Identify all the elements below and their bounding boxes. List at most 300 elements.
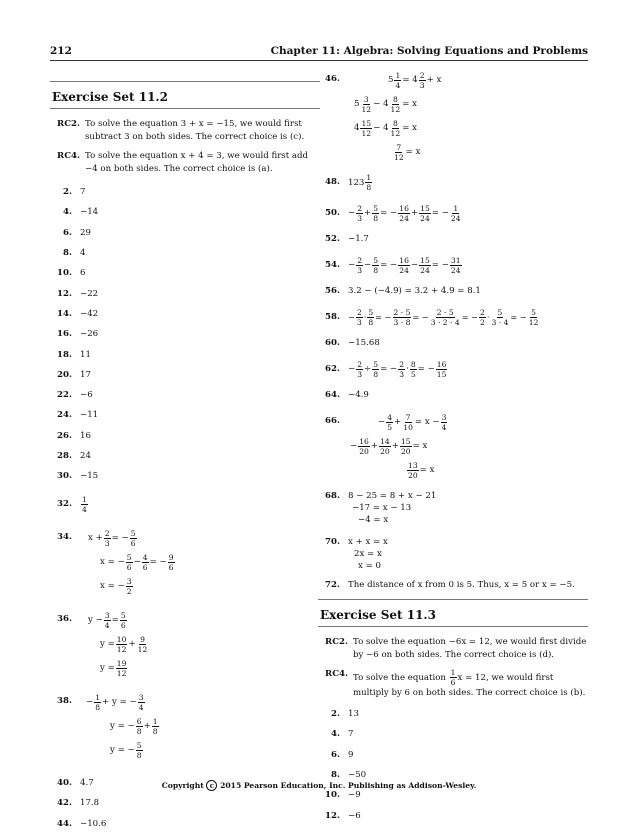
- numerator: 2: [357, 203, 363, 213]
- numerator: 5: [373, 359, 379, 369]
- equation-line: [348, 140, 588, 164]
- operator: = −: [417, 364, 435, 374]
- answer-value: 16: [80, 430, 91, 441]
- denominator: 12: [528, 317, 539, 327]
- answer-value: 9: [348, 749, 354, 760]
- denominator: 8: [373, 369, 379, 379]
- numerator: 7: [405, 412, 411, 422]
- fraction: [450, 204, 462, 223]
- denominator: 3: [357, 265, 363, 275]
- numerator: 2: [419, 70, 425, 80]
- numerator: 8: [410, 359, 416, 369]
- answer-number: 4.: [331, 729, 340, 740]
- rc2-text: To solve the equation −6x = 12, we would first divide by −6 on both sides. The correct choice is (d).: [353, 637, 587, 660]
- term: = x: [419, 465, 435, 475]
- answer-number: 64.: [325, 390, 340, 400]
- answer-number: 72.: [325, 580, 340, 590]
- term: = x: [412, 441, 428, 451]
- operator: −: [348, 260, 356, 270]
- answer-number: 66.: [325, 416, 340, 426]
- section-rule: [50, 108, 320, 109]
- answer-value: −15.68: [348, 338, 380, 348]
- term: = x: [402, 99, 417, 109]
- term: 4: [354, 123, 360, 133]
- equation-line: [80, 738, 320, 762]
- answer-64: [318, 384, 588, 406]
- equation-line: [80, 656, 320, 680]
- fraction: [356, 256, 363, 275]
- answer-value: −26: [80, 329, 99, 340]
- numerator: 2 · 5: [393, 307, 411, 317]
- fraction: [367, 308, 374, 327]
- numerator: 2: [104, 528, 110, 538]
- fraction: [152, 717, 159, 736]
- rc4-answer: [50, 150, 320, 176]
- numerator: 31: [450, 255, 461, 265]
- numerator: 2 · 5: [436, 307, 454, 317]
- right-column: [318, 68, 588, 826]
- term: x +: [88, 533, 103, 544]
- fraction: [398, 204, 410, 223]
- numerator: 3: [138, 692, 144, 702]
- denominator: 6: [130, 538, 136, 548]
- answer-number: 14.: [57, 308, 72, 319]
- fraction: [360, 95, 372, 114]
- numerator: 3: [441, 412, 447, 422]
- rc4-text-part: To solve the equation: [353, 673, 446, 683]
- answer-item: [50, 283, 320, 303]
- header-rule: [50, 60, 588, 61]
- numerator: 4: [387, 412, 393, 422]
- denominator: 20: [408, 470, 418, 480]
- answer-value: −22: [80, 288, 99, 299]
- answer-item: [50, 446, 320, 466]
- fraction: [116, 659, 128, 678]
- denominator: 6: [168, 562, 174, 572]
- denominator: 20: [400, 446, 411, 456]
- numerator: 15: [420, 255, 430, 265]
- answer-number: 42.: [57, 798, 72, 809]
- answer-value: 24: [80, 451, 91, 461]
- answer-54: [318, 250, 588, 280]
- answer-list: [318, 704, 588, 826]
- fraction: [394, 71, 401, 90]
- fraction: [398, 360, 405, 379]
- section-rule: [318, 626, 588, 627]
- numerator: 5: [130, 528, 136, 538]
- equation-line: 8 − 25 = 8 + x − 21: [348, 491, 437, 501]
- fraction: [400, 437, 412, 456]
- denominator: 8: [366, 182, 372, 192]
- answer-56: [318, 280, 588, 302]
- denominator: 24: [450, 213, 461, 223]
- numerator: 1: [450, 668, 456, 677]
- denominator: 8: [152, 726, 158, 736]
- term: +: [394, 417, 402, 427]
- operator: = −: [461, 312, 479, 322]
- fraction: [407, 461, 419, 480]
- answer-number: 8.: [331, 770, 340, 781]
- equation-line: x = 0: [358, 561, 381, 571]
- term: +: [128, 639, 136, 650]
- operator: = −: [380, 260, 398, 270]
- operator: = −: [510, 312, 527, 322]
- answer-number: 20.: [57, 369, 72, 380]
- equation-line: 2x = x: [354, 549, 382, 559]
- denominator: 4: [441, 422, 447, 432]
- term: − 4: [373, 123, 389, 133]
- answer-item: [50, 405, 320, 425]
- fraction: [130, 529, 137, 548]
- operator: −: [410, 260, 419, 270]
- answer-number: 58.: [325, 312, 340, 322]
- rc2-text: To solve the equation 3 + x = −15, we would first subtract 3 on both sides. The correct choice is (c).: [85, 119, 305, 142]
- fraction: [142, 553, 149, 572]
- equation-line: [348, 253, 588, 277]
- equation-line: [80, 714, 320, 738]
- denominator: 3: [356, 317, 362, 327]
- term: y =: [100, 639, 115, 650]
- fraction: [126, 553, 133, 572]
- fraction: [137, 635, 149, 654]
- numerator: 1: [95, 692, 101, 702]
- denominator: 2: [480, 317, 485, 327]
- operator: −: [348, 312, 355, 322]
- numerator: 9: [168, 552, 174, 562]
- operator: ·: [486, 312, 490, 322]
- numerator: 5: [120, 610, 126, 620]
- fraction: [116, 635, 128, 654]
- numerator: 15: [420, 203, 430, 213]
- term: 5: [354, 99, 360, 109]
- rc2-number: RC2.: [57, 119, 80, 129]
- answer-value: 4: [80, 248, 86, 259]
- term: = −: [111, 533, 129, 544]
- numerator: 3: [126, 576, 132, 586]
- numerator: 7: [396, 142, 402, 152]
- numerator: 15: [400, 436, 411, 446]
- term: +: [143, 721, 151, 732]
- equation-line: [348, 92, 588, 116]
- numerator: 4: [142, 552, 148, 562]
- rc2-number: RC2.: [325, 637, 348, 647]
- answer-number: 40.: [57, 777, 72, 788]
- fraction: [410, 360, 417, 379]
- answer-48: [318, 166, 588, 198]
- fraction: [126, 577, 133, 596]
- answer-number: 2.: [63, 187, 72, 198]
- fraction: [419, 204, 431, 223]
- answer-item: [50, 793, 320, 814]
- operator: −: [348, 364, 356, 374]
- answer-value: 3.2 − (−4.9) = 3.2 + 4.9 = 8.1: [348, 286, 481, 296]
- answer-number: 18.: [57, 349, 72, 360]
- numerator: 6: [136, 716, 142, 726]
- answer-item: [50, 344, 320, 364]
- answer-number: 24.: [57, 410, 72, 421]
- operator: = −: [380, 208, 398, 218]
- answer-item: [50, 182, 320, 202]
- answer-value: 13: [348, 709, 359, 720]
- denominator: 8: [373, 213, 379, 223]
- numerator: 2: [357, 255, 363, 265]
- denominator: 3: [419, 80, 425, 90]
- numerator: 16: [399, 203, 409, 213]
- answer-value: −15: [80, 471, 99, 482]
- equation-line: [80, 574, 320, 598]
- operator: −: [364, 260, 372, 270]
- denominator: 24: [420, 213, 430, 223]
- term: y =: [100, 663, 115, 674]
- answer-item: [318, 805, 588, 825]
- answer-number: 8.: [63, 248, 72, 259]
- denominator: 3: [357, 213, 363, 223]
- denominator: 4: [104, 620, 110, 630]
- equation-line: [80, 690, 320, 714]
- section-title-11-2: Exercise Set 11.2: [52, 90, 168, 104]
- term: = 4: [402, 75, 418, 85]
- answer-number: 26.: [57, 430, 72, 441]
- numerator: 1: [82, 494, 87, 504]
- answer-number: 44.: [57, 818, 72, 829]
- numerator: 1: [395, 70, 401, 80]
- numerator: 5: [373, 203, 379, 213]
- denominator: 12: [361, 128, 372, 138]
- fraction: [94, 693, 101, 712]
- answer-value: −1.7: [348, 234, 369, 244]
- numerator: 5: [373, 255, 379, 265]
- term: x = −: [100, 581, 125, 592]
- fraction: [390, 95, 402, 114]
- denominator: 24: [399, 213, 409, 223]
- rc2-answer: [318, 636, 588, 662]
- answer-number: 70.: [325, 537, 340, 547]
- answer-number: 34.: [57, 532, 72, 543]
- answer-item: [50, 243, 320, 263]
- denominator: 15: [436, 369, 447, 379]
- rc4-text-part: x = 12, we would first multiply by 6 on both sides. The correct choice is (b).: [353, 673, 586, 698]
- answer-number: 30.: [57, 471, 72, 482]
- fraction: [379, 437, 391, 456]
- answer-66: [318, 410, 588, 482]
- answer-number: 12.: [325, 810, 340, 821]
- answer-item: [50, 263, 320, 283]
- numerator: 3: [363, 94, 369, 104]
- denominator: 20: [359, 446, 369, 456]
- answer-number: 36.: [57, 614, 72, 625]
- answer-60: [318, 332, 588, 354]
- answer-36: [50, 608, 320, 680]
- answer-list: [50, 182, 320, 486]
- term: +: [391, 441, 399, 451]
- denominator: 5: [410, 369, 416, 379]
- fraction: [386, 413, 393, 432]
- denominator: 3 · 2 · 4: [430, 317, 460, 327]
- operator: = −: [431, 260, 449, 270]
- denominator: 10: [403, 422, 413, 432]
- answer-number: 12.: [57, 288, 72, 299]
- answer-number: 46.: [325, 74, 340, 84]
- numerator: 1: [366, 172, 372, 182]
- answer-58: [318, 302, 588, 332]
- answer-number: 16.: [57, 329, 72, 340]
- answer-number: 6.: [331, 749, 340, 760]
- denominator: 3 · 4: [491, 317, 509, 327]
- answer-value: −50: [348, 770, 367, 781]
- answer-value: −6: [348, 810, 361, 821]
- term: − 4: [373, 99, 389, 109]
- fraction: [372, 256, 379, 275]
- term: x = −: [100, 557, 125, 568]
- answer-number: 10.: [325, 790, 340, 801]
- answer-number: 6.: [63, 227, 72, 238]
- denominator: 12: [361, 104, 372, 114]
- answer-value: 29: [80, 227, 91, 238]
- fraction: [136, 717, 143, 736]
- rc4-number: RC4.: [57, 151, 80, 161]
- operator: = −: [375, 312, 392, 322]
- denominator: 5: [387, 422, 393, 432]
- numerator: 5: [368, 307, 374, 317]
- numerator: 5: [531, 307, 536, 317]
- term: 5: [388, 75, 394, 85]
- fraction: [419, 71, 426, 90]
- answer-68: [318, 490, 588, 526]
- denominator: 6: [120, 620, 126, 630]
- fraction: [138, 693, 145, 712]
- answer-item: [318, 704, 588, 724]
- numerator: 3: [104, 610, 110, 620]
- numerator: 5: [497, 307, 503, 317]
- numerator: 5: [126, 552, 132, 562]
- answer-number: 62.: [325, 364, 340, 374]
- denominator: 24: [399, 265, 409, 275]
- answer-item: [50, 426, 320, 446]
- numerator: 5: [136, 740, 142, 750]
- answer-value: 4.7: [80, 777, 94, 788]
- denominator: 6: [126, 562, 132, 572]
- answer-number: 54.: [325, 260, 340, 270]
- numerator: 16: [399, 255, 409, 265]
- fraction: [450, 256, 462, 275]
- fraction: [491, 308, 510, 327]
- rc4-text: To solve the equation x + 4 = 3, we would first add −4 on both sides. The correct choice is (a).: [85, 151, 309, 174]
- rc4-answer: [318, 668, 588, 700]
- fraction: [479, 308, 486, 327]
- answer-item: [50, 365, 320, 385]
- denominator: 4: [138, 702, 144, 712]
- denominator: 3: [399, 369, 405, 379]
- answer-70: [318, 536, 588, 572]
- operator: −: [348, 208, 356, 218]
- answer-50: [318, 198, 588, 228]
- answer-number: 10.: [57, 268, 72, 279]
- equation-line: [348, 116, 588, 140]
- section-title-11-3: Exercise Set 11.3: [320, 608, 436, 622]
- answer-number: 56.: [325, 286, 340, 296]
- fraction: [402, 413, 414, 432]
- answer-32: [50, 486, 320, 522]
- term: −: [133, 557, 141, 568]
- denominator: 12: [116, 644, 127, 654]
- fraction: [393, 143, 405, 162]
- answer-number: 68.: [325, 491, 340, 501]
- answer-number: 60.: [325, 338, 340, 348]
- answer-item: [50, 223, 320, 243]
- answer-number: 38.: [57, 696, 72, 707]
- answer-62: [318, 354, 588, 384]
- fraction: [356, 308, 363, 327]
- equation-line: [348, 201, 588, 225]
- fraction: [168, 553, 175, 572]
- denominator: 3: [357, 369, 363, 379]
- denominator: 4: [82, 504, 87, 514]
- operator: ·: [406, 364, 409, 374]
- operator: +: [364, 208, 372, 218]
- denominator: 8: [368, 317, 374, 327]
- answer-value: −9: [348, 790, 361, 801]
- operator: = −: [412, 312, 429, 322]
- term: y = −: [110, 721, 135, 732]
- numerator: 15: [361, 118, 372, 128]
- answer-value: 7: [80, 187, 86, 198]
- fraction: [104, 529, 111, 548]
- numerator: 13: [408, 460, 418, 470]
- denominator: 8: [136, 726, 142, 736]
- numerator: 2: [357, 359, 363, 369]
- term: + x: [426, 75, 442, 85]
- answer-number: 48.: [325, 177, 340, 187]
- equation-line: [348, 305, 588, 329]
- numerator: 16: [359, 436, 369, 446]
- answer-item: [50, 813, 320, 834]
- denominator: 4: [395, 80, 401, 90]
- term: −: [378, 417, 386, 427]
- denominator: 8: [373, 265, 379, 275]
- term: = x −: [414, 417, 440, 427]
- answer-value: 17: [80, 369, 91, 380]
- answer-value: −6: [80, 390, 93, 401]
- equation-line: [80, 632, 320, 656]
- fraction: [356, 204, 363, 223]
- fraction: [450, 668, 457, 687]
- chapter-title: Chapter 11: Algebra: Solving Equations and Problems: [270, 45, 588, 57]
- answer-number: 4.: [63, 207, 72, 218]
- answer-value: 6: [80, 268, 86, 279]
- fraction: [360, 119, 372, 138]
- operator: ÷: [364, 364, 372, 374]
- answer-value: −11: [80, 410, 99, 421]
- answer-item: [50, 324, 320, 344]
- left-column: [50, 68, 320, 834]
- equation-line: [348, 357, 588, 381]
- equation-line: [348, 458, 588, 482]
- answer-value: −10.6: [80, 818, 107, 829]
- answer-34: [50, 526, 320, 598]
- denominator: 8: [136, 750, 142, 760]
- numerator: 10: [116, 634, 127, 644]
- numerator: 16: [436, 359, 447, 369]
- fraction: [441, 413, 448, 432]
- term: −: [350, 441, 358, 451]
- fraction: [419, 256, 431, 275]
- operator: = −: [431, 208, 449, 218]
- fraction: [398, 256, 410, 275]
- copyright-text: Copyright: [161, 781, 204, 790]
- numerator: 2: [356, 307, 362, 317]
- term: = x: [402, 123, 417, 133]
- answer-item: [50, 202, 320, 222]
